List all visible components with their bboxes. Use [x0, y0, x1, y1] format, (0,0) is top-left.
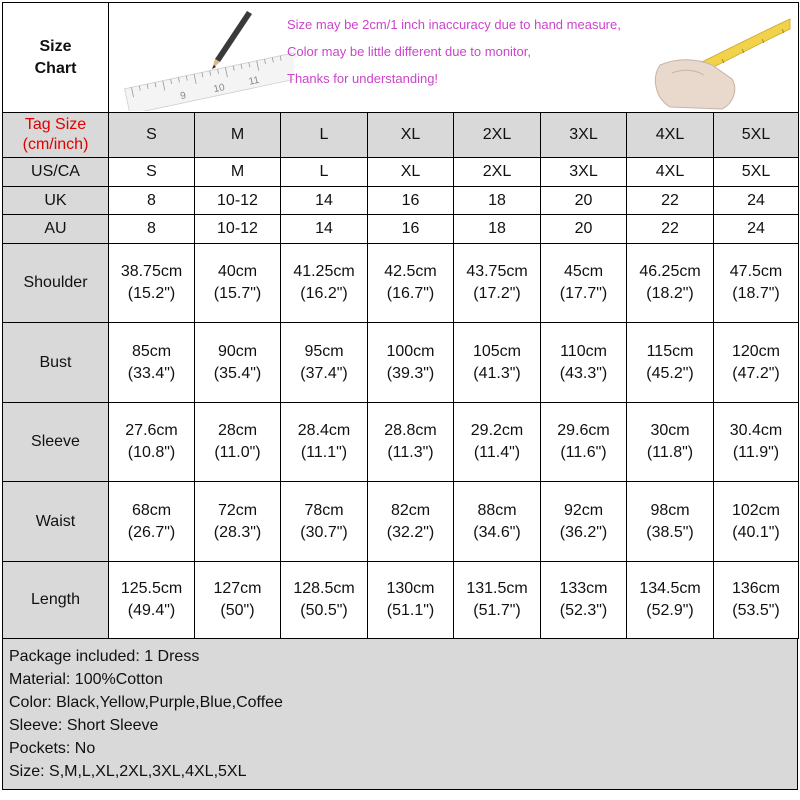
inch-value: (16.2")	[300, 285, 348, 302]
cm-value: 30.4cm	[729, 422, 783, 439]
cm-value: 115cm	[646, 342, 694, 360]
table-cell: 24	[714, 215, 799, 244]
table-cell	[281, 323, 368, 403]
inch-value: (30.7")	[300, 523, 348, 541]
table-cell	[109, 482, 195, 562]
cm-value: 68cm	[131, 501, 172, 519]
inch-value: (35.4")	[213, 364, 262, 382]
table-cell	[714, 244, 799, 323]
row-label: Waist	[3, 482, 109, 562]
table-cell: 22	[627, 215, 714, 244]
table-cell: XL	[368, 158, 454, 187]
measurement-row-length	[3, 562, 799, 639]
cm-value: 42.5cm	[384, 263, 437, 280]
table-cell	[541, 323, 627, 403]
row-label: Sleeve	[3, 403, 109, 482]
cm-value: 40cm	[217, 263, 258, 280]
cm-value: 130cm	[386, 580, 435, 597]
note-line-2: Color may be little different due to monitor,	[287, 44, 531, 59]
row-label: US/CA	[3, 158, 109, 187]
inch-value: (37.4")	[300, 364, 348, 382]
size-header: 4XL	[627, 113, 714, 158]
conversion-row-au	[3, 215, 799, 244]
table-cell: 14	[281, 187, 368, 215]
table-cell	[627, 323, 714, 403]
table-cell	[368, 403, 454, 482]
table-cell: 5XL	[714, 158, 799, 187]
cm-value: 30cm	[650, 422, 690, 439]
row-label: UK	[3, 187, 109, 215]
cm-value: 102cm	[731, 501, 781, 519]
cm-value: 128.5cm	[293, 580, 355, 597]
cm-value: 85cm	[131, 342, 172, 360]
cm-value: 72cm	[217, 501, 258, 519]
cm-value: 29.6cm	[557, 422, 610, 439]
table-cell	[109, 562, 195, 639]
inch-value: (50.5")	[300, 602, 348, 619]
ruler-pencil-illustration	[119, 7, 294, 111]
cm-value: 43.75cm	[466, 263, 528, 280]
table-cell	[627, 403, 714, 482]
inch-value: (28.3")	[213, 523, 262, 541]
table-cell: 20	[541, 187, 627, 215]
inch-value: (51.1")	[386, 602, 435, 619]
inch-value: (38.5")	[646, 523, 694, 541]
tag-size-unit: (cm/inch)	[22, 136, 89, 153]
table-cell	[368, 562, 454, 639]
table-cell	[454, 244, 541, 323]
table-cell: 8	[109, 215, 195, 244]
cm-value: 82cm	[390, 501, 431, 519]
conversion-row-uk	[3, 187, 799, 215]
note-line-3: Thanks for understanding!	[287, 71, 439, 86]
cm-value: 46.25cm	[639, 263, 701, 280]
table-cell	[454, 403, 541, 482]
size-header: 3XL	[541, 113, 627, 158]
inch-value: (10.8")	[127, 444, 176, 461]
cm-value: 28.8cm	[384, 422, 437, 439]
tag-size-label: Tag Size	[24, 116, 87, 133]
table-cell: 16	[368, 187, 454, 215]
table-cell	[368, 244, 454, 323]
table-cell: 14	[281, 215, 368, 244]
table-cell: L	[281, 158, 368, 187]
table-cell	[627, 562, 714, 639]
inch-value: (47.2")	[732, 364, 780, 382]
table-cell	[281, 562, 368, 639]
table-cell	[281, 244, 368, 323]
table-cell	[109, 323, 195, 403]
cm-value: 41.25cm	[293, 263, 355, 280]
table-cell	[627, 244, 714, 323]
row-label: Bust	[3, 323, 109, 403]
inch-value: (11.1")	[300, 444, 348, 461]
inch-value: (32.2")	[386, 523, 435, 541]
tag-size-row	[3, 113, 799, 158]
inch-value: (18.7")	[732, 285, 780, 302]
pockets: Pockets: No	[9, 740, 96, 757]
size-list: Size: S,M,L,XL,2XL,3XL,4XL,5XL	[9, 763, 247, 780]
header-row	[3, 3, 799, 113]
inch-value: (40.1")	[732, 523, 780, 541]
measurement-row-shoulder	[3, 244, 799, 323]
cm-value: 125.5cm	[120, 580, 183, 597]
cm-value: 28.4cm	[297, 422, 351, 439]
cm-value: 105cm	[472, 342, 522, 360]
table-cell: 10-12	[195, 215, 281, 244]
title-line-2: Chart	[34, 59, 77, 77]
inch-value: (18.2")	[646, 285, 694, 302]
inch-value: (43.3")	[559, 364, 608, 382]
table-cell	[714, 562, 799, 639]
size-header: 5XL	[714, 113, 799, 158]
row-label: Shoulder	[3, 244, 109, 323]
inch-value: (53.5")	[732, 602, 780, 619]
inch-value: (11.4")	[473, 444, 521, 461]
table-cell	[195, 244, 281, 323]
cm-value: 45cm	[563, 263, 604, 280]
conversion-row-us-ca	[3, 158, 799, 187]
table-cell: 2XL	[454, 158, 541, 187]
cm-value: 100cm	[386, 342, 435, 360]
package-included: Package included: 1 Dress	[9, 648, 200, 665]
cm-value: 133cm	[559, 580, 608, 597]
cm-value: 29.2cm	[470, 422, 524, 439]
size-header: 2XL	[454, 113, 541, 158]
color-options: Color: Black,Yellow,Purple,Blue,Coffee	[9, 694, 283, 711]
ruler-number-10: 10	[212, 82, 226, 96]
ruler-number-11: 11	[247, 74, 261, 88]
table-cell: 24	[714, 187, 799, 215]
measurement-row-bust	[3, 323, 799, 403]
table-cell: 3XL	[541, 158, 627, 187]
inch-value: (11.3")	[387, 444, 434, 461]
inch-value: (11.9")	[732, 444, 780, 461]
inch-value: (15.7")	[213, 285, 262, 302]
cm-value: 78cm	[304, 501, 344, 519]
table-cell	[195, 482, 281, 562]
size-header: M	[195, 113, 281, 158]
inch-value: (52.3")	[559, 602, 608, 619]
inch-value: (11.6")	[560, 444, 607, 461]
measurement-notes	[287, 11, 621, 92]
table-cell: M	[195, 158, 281, 187]
table-cell: 10-12	[195, 187, 281, 215]
table-cell	[627, 482, 714, 562]
cm-value: 92cm	[563, 501, 604, 519]
inch-value: (34.6")	[473, 523, 521, 541]
table-cell	[454, 482, 541, 562]
table-cell	[541, 244, 627, 323]
cm-value: 28cm	[217, 422, 258, 439]
table-cell	[195, 562, 281, 639]
inch-value: (15.2")	[127, 285, 176, 302]
table-cell	[454, 323, 541, 403]
table-cell: 22	[627, 187, 714, 215]
size-header: XL	[368, 113, 454, 158]
cm-value: 120cm	[731, 342, 781, 360]
size-header: L	[281, 113, 368, 158]
cm-value: 131.5cm	[466, 580, 528, 597]
cm-value: 95cm	[304, 342, 344, 360]
size-header: S	[109, 113, 195, 158]
inch-value: (50")	[220, 602, 255, 619]
table-cell	[109, 244, 195, 323]
pencil-icon	[212, 11, 252, 69]
table-cell	[109, 403, 195, 482]
material: Material: 100%Cotton	[9, 671, 163, 688]
notes-banner	[109, 3, 799, 113]
table-cell: 18	[454, 215, 541, 244]
table-cell	[714, 323, 799, 403]
inch-value: (33.4")	[127, 364, 176, 382]
table-cell: 16	[368, 215, 454, 244]
inch-value: (41.3")	[473, 364, 521, 382]
table-cell	[281, 403, 368, 482]
row-label: AU	[3, 215, 109, 244]
cm-value: 110cm	[560, 342, 607, 360]
inch-value: (11.8")	[646, 444, 694, 461]
table-cell	[281, 482, 368, 562]
cm-value: 47.5cm	[729, 263, 783, 280]
table-cell	[541, 562, 627, 639]
table-cell: 20	[541, 215, 627, 244]
measurement-row-sleeve	[3, 403, 799, 482]
table-cell	[454, 562, 541, 639]
table-cell	[195, 323, 281, 403]
table-cell	[541, 482, 627, 562]
inch-value: (26.7")	[127, 523, 176, 541]
table-cell	[714, 482, 799, 562]
table-cell: S	[109, 158, 195, 187]
table-cell	[714, 403, 799, 482]
inch-value: (17.2")	[473, 285, 521, 302]
inch-value: (49.4")	[127, 602, 176, 619]
cm-value: 90cm	[217, 342, 258, 360]
inch-value: (52.9")	[646, 602, 694, 619]
note-line-1: Size may be 2cm/1 inch inaccuracy due to hand measure,	[287, 17, 621, 32]
table-cell	[541, 403, 627, 482]
title-line-1: Size	[39, 37, 72, 55]
cm-value: 27.6cm	[125, 422, 178, 439]
cm-value: 88cm	[477, 501, 517, 519]
table-cell	[368, 323, 454, 403]
sleeve-type: Sleeve: Short Sleeve	[9, 717, 159, 734]
inch-value: (17.7")	[559, 285, 608, 302]
inch-value: (36.2")	[559, 523, 608, 541]
row-label: Length	[3, 562, 109, 639]
inch-value: (16.7")	[386, 285, 435, 302]
cm-value: 136cm	[731, 580, 781, 597]
tag-size-label-cell	[3, 113, 109, 158]
inch-value: (39.3")	[386, 364, 435, 382]
package-info-box	[2, 638, 798, 790]
hand-measuring-tape-illustration	[642, 7, 792, 111]
ruler-number-9: 9	[179, 90, 188, 103]
size-table	[2, 2, 799, 639]
inch-value: (11.0")	[214, 444, 261, 461]
inch-value: (45.2")	[646, 364, 694, 382]
inch-value: (51.7")	[473, 602, 521, 619]
cm-value: 98cm	[650, 501, 690, 519]
table-cell	[368, 482, 454, 562]
table-cell: 18	[454, 187, 541, 215]
cm-value: 134.5cm	[639, 580, 701, 597]
table-cell	[195, 403, 281, 482]
table-cell: 8	[109, 187, 195, 215]
cm-value: 38.75cm	[120, 263, 183, 280]
cm-value: 127cm	[213, 580, 262, 597]
table-cell: 4XL	[627, 158, 714, 187]
measurement-row-waist	[3, 482, 799, 562]
size-chart-title	[3, 3, 109, 113]
